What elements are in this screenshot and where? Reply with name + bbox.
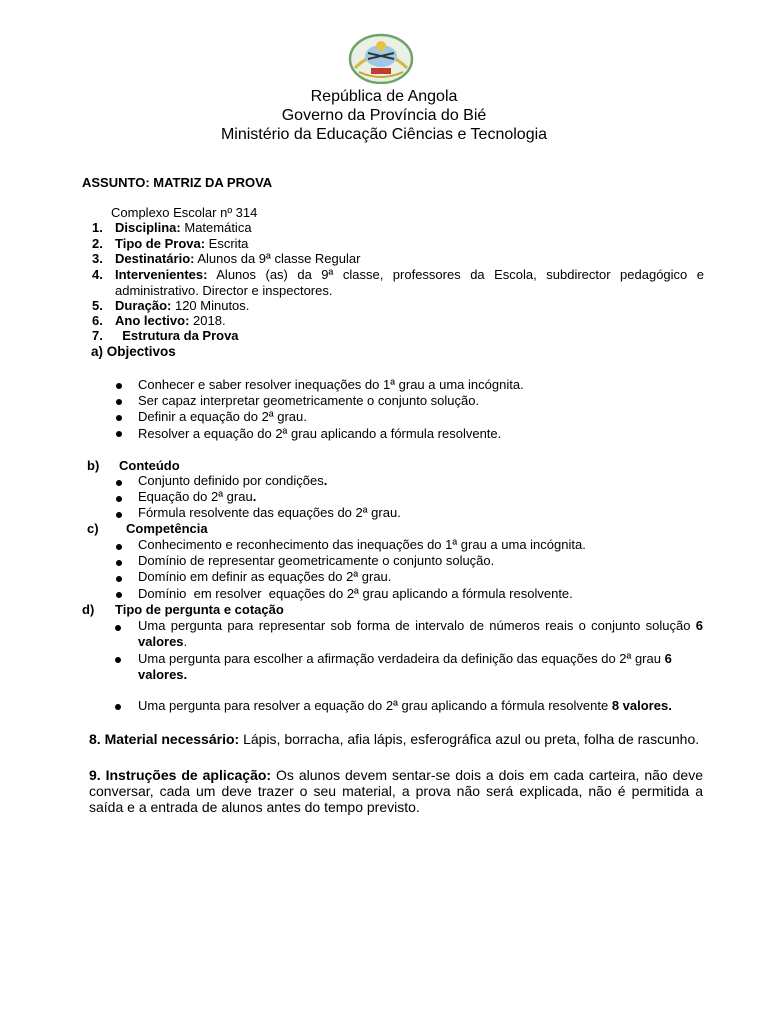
document-header [0,87,768,144]
bullet-icon [115,625,121,631]
list-item: Equação do 2ª grau. [138,489,257,504]
list-item: Domínio em resolver equações do 2ª grau aplicando a fórmula resolvente. [138,586,573,601]
bullet-icon [116,399,122,405]
bullet-icon [116,415,122,421]
material-paragraph: 8. Material necessário: Lápis, borracha, afia lápis, esferográfica azul ou preta, folha de rascunho. [89,731,700,747]
bullet-icon [116,383,122,389]
bullet-icon [116,496,122,502]
section-b-letter: b) [87,458,100,473]
header-line-1: República de Angola [310,88,458,105]
list-item: Conhecimento e reconhecimento das inequações do 1ª grau a uma incógnita. [138,537,586,552]
list-item: Uma pergunta para resolver a equação do 2ª grau aplicando a fórmula resolvente 8 valores. [138,698,672,713]
header-line-3: Ministério da Educação Ciências e Tecnologia [220,126,548,143]
bullet-icon [116,592,122,598]
bullet-icon [116,544,122,550]
list-item: Fórmula resolvente das equações do 2ª grau. [138,505,401,520]
subject-heading: ASSUNTO: MATRIZ DA PROVA [82,175,273,190]
list-item: Domínio em definir as equações do 2ª grau. [138,569,392,584]
section-a-title: a) Objectivos [91,344,176,359]
section-c-letter: c) [87,521,99,536]
bullet-icon [116,431,122,437]
bullet-icon [116,480,122,486]
list-item: Definir a equação do 2ª grau. [138,409,307,424]
list-item: Domínio de representar geometricamente o conjunto solução. [138,553,495,568]
list-item: Ser capaz interpretar geometricamente o conjunto solução. [138,393,480,408]
angola-coat-of-arms-icon [343,32,419,84]
list-item: Conhecer e saber resolver inequações do 1ª grau a uma incógnita. [138,377,524,392]
bullet-icon [116,512,122,518]
list-item: Resolver a equação do 2ª grau aplicando a fórmula resolvente. [138,426,502,441]
list-item: Uma pergunta para escolher a afirmação verdadeira da definição das equações do 2ª grau 6 valores. [138,651,672,682]
section-d-title: Tipo de pergunta e cotação [115,602,284,617]
list-item: Conjunto definido por condições. [138,473,328,488]
header-line-2: Governo da Província do Bié [281,107,487,124]
bullet-icon [115,657,121,663]
bullet-icon [116,576,122,582]
section-c-title: Competência [126,521,208,536]
list-item: Uma pergunta para representar sob forma de intervalo de números reais o conjunto solução 6 valores. [138,618,703,649]
bullet-icon [116,560,122,566]
school-name: Complexo Escolar nº 314 [111,205,258,220]
bullet-icon [115,704,121,710]
instructions-paragraph: 9. Instruções de aplicação: Os alunos devem sentar-se dois a dois em cada carteira, não deve conversar, cada um deve trazer o seu material, a prova não será explicada, não é permitida a saída e a entrada de alunos antes do tempo previsto. [89,767,704,815]
section-b-title: Conteúdo [119,458,180,473]
section-d-letter: d) [82,602,95,617]
